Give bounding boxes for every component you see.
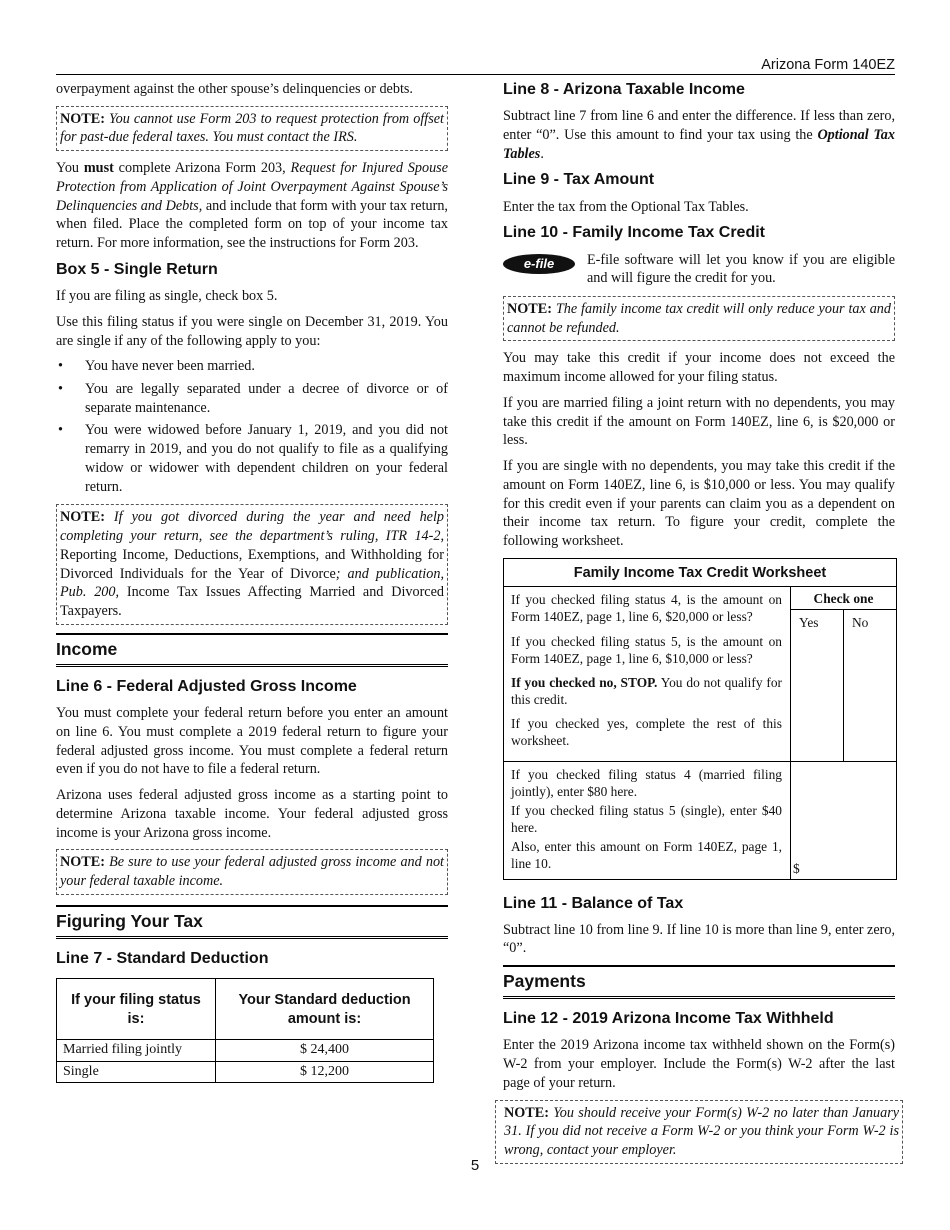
worksheet-b1: If you checked filing status 4 (married filing jointly), enter $80 here. — [511, 766, 782, 799]
line6-heading: Line 6 - Federal Adjusted Gross Income — [56, 677, 357, 695]
yes-no-cells — [791, 610, 896, 760]
note-label: NOTE: — [60, 854, 105, 871]
note-w2 — [495, 1100, 903, 1164]
section-payments: Payments — [503, 965, 895, 999]
check-one-column — [791, 587, 896, 760]
family-credit-worksheet — [503, 558, 897, 880]
intro-text: overpayment against the other spouse’s delinquencies or debts. — [56, 81, 413, 97]
note-italic: ; and publication, Pub. 200, — [60, 565, 444, 601]
text: Subtract line 7 from line 6 and enter the difference. If less than zero, enter “0”. Use this amount to find your tax using the — [503, 108, 895, 143]
line8-text — [503, 107, 895, 163]
worksheet-q2: If you checked filing status 5, is the amount on Form 140EZ, page 1, line 6, $10,000 or less? — [511, 633, 782, 666]
worksheet-question-cell — [504, 587, 791, 760]
table-row — [57, 1061, 434, 1082]
note-text: You cannot use Form 203 to request protection from offset for past-due federal taxes. You must contact the IRS. — [60, 110, 445, 146]
line11-heading: Line 11 - Balance of Tax — [503, 894, 684, 912]
stop-text: You do not qualify for this credit. — [511, 674, 782, 708]
text: and include that form with your tax return, when filed. Place the completed form on top of your income tax return. For more information, see the instructions for Form 203. — [56, 197, 448, 252]
note-label: NOTE: — [60, 509, 105, 526]
note-text: You should receive your Form(s) W-2 no later than January 31. If you did not receive a Form W-2 or you think your Form W-2 is wrong, contact your employer. — [504, 1104, 900, 1159]
list-item: • You are legally separated under a decree of divorce or of separate maintenance. — [56, 380, 448, 417]
worksheet-amount-row — [504, 761, 896, 879]
text: . — [540, 145, 544, 162]
section-income: Income — [56, 633, 448, 667]
note-italic: If you got divorced during the year and need help completing your return, see the department’s ruling, ITR 14-2, — [60, 509, 444, 545]
col-deduction-amount: Your Standard deduction amount is: — [216, 978, 434, 1039]
line9-heading: Line 9 - Tax Amount — [503, 171, 655, 189]
line10-p2: If you are married filing a joint return with no dependents, you may take this credit if the amount on Form 140EZ, line 6, is $20,000 or less. — [503, 394, 895, 449]
note-divorce — [56, 504, 448, 624]
col-filing-status: If your filing status is: — [57, 978, 216, 1039]
note-label: NOTE: — [60, 110, 105, 127]
no-checkbox[interactable]: No — [852, 615, 869, 631]
note-text: Income Tax Issues Affecting Married and Divorced Taxpayers. — [60, 584, 444, 620]
section-figuring-tax: Figuring Your Tax — [56, 905, 448, 939]
standard-deduction-table — [56, 978, 434, 1083]
line6-p2: Arizona uses federal adjusted gross income as a starting point to determine Arizona taxable income. Your federal adjusted gross income is your Arizona gross income. — [56, 787, 448, 841]
worksheet-title: Family Income Tax Credit Worksheet — [504, 559, 896, 588]
worksheet-b3: Also, enter this amount on Form 140EZ, page 1, line 10. — [511, 839, 782, 872]
box5-heading: Box 5 - Single Return — [56, 260, 218, 278]
worksheet-stop — [511, 674, 782, 708]
line7-heading: Line 7 - Standard Deduction — [56, 949, 269, 967]
list-item: • You have never been married. — [56, 357, 448, 376]
amount-cell: $ 12,200 — [216, 1061, 434, 1082]
form-title-header: Arizona Form 140EZ — [761, 57, 895, 73]
note-text: The family income tax credit will only reduce your tax and cannot be refunded. — [507, 300, 891, 336]
table-row — [57, 1040, 434, 1061]
worksheet-q1: If you checked filing status 4, is the amount on Form 140EZ, page 1, line 6, $20,000 or less? — [511, 592, 782, 625]
check-one-header: Check one — [791, 587, 896, 610]
line10-p3: If you are single with no dependents, you may take this credit if the amount on Form 140EZ, line 6, is $10,000 or less. You may qualify for this credit even if your parents can claim you as a dependent on their income tax return. To figure your credit, complete the following worksheet. — [503, 458, 895, 550]
right-column — [503, 80, 900, 1172]
line8-heading: Line 8 - Arizona Taxable Income — [503, 81, 745, 98]
line6-p1: You must complete your federal return before you enter an amount on line 6. You must complete a 2019 federal return to figure your federal adjusted gross income. You must complete a federal return even if you do not have to file a federal return. — [56, 705, 448, 778]
filing-status-cell: Single — [57, 1061, 216, 1082]
credit-amount-field[interactable] — [791, 762, 896, 879]
worksheet-amount-text — [504, 762, 791, 879]
filing-status-cell: Married filing jointly — [57, 1040, 216, 1061]
worksheet-b2: If you checked filing status 5 (single), enter $40 here. — [511, 802, 782, 836]
optional-tax-tables-ref: Optional Tax Tables — [503, 126, 895, 162]
single-conditions-list — [56, 357, 448, 496]
form-203-paragraph — [56, 159, 448, 253]
worksheet-q4: If you checked yes, complete the rest of this worksheet. — [511, 716, 782, 749]
stop-bold: If you checked no, STOP. — [511, 674, 658, 690]
text: You — [56, 160, 84, 177]
note-text: Be sure to use your federal adjusted gross income and not your federal taxable income. — [60, 854, 444, 889]
note-agi — [56, 849, 448, 894]
efile-text: E-file software will let you know if you are eligible and will figure the credit for you. — [587, 251, 895, 287]
emphasis: must — [83, 160, 114, 177]
line11-text: Subtract line 10 from line 9. If line 10 is more than line 9, enter zero, “0”. — [503, 921, 895, 957]
efile-callout — [503, 251, 895, 288]
worksheet-questions — [504, 587, 896, 760]
efile-logo: e-file — [503, 254, 575, 274]
text: complete Arizona Form 203, — [113, 160, 291, 177]
left-column — [56, 80, 448, 1083]
box5-p2: Use this filing status if you were single on December 31, 2019. You are single if any of the following apply to you: — [56, 313, 448, 349]
amount-cell: $ 24,400 — [216, 1040, 434, 1061]
yes-checkbox[interactable]: Yes — [791, 610, 844, 760]
note-form-203 — [56, 106, 448, 151]
page-number: 5 — [470, 1157, 480, 1174]
note-family-credit — [503, 296, 895, 341]
header-rule — [56, 74, 895, 75]
line10-p1: You may take this credit if your income does not exceed the maximum income allowed for your filing status. — [503, 350, 895, 386]
form-title-italic: Request for Injured Spouse Protection from Application of Joint Overpayment Against Spouse’s Delinquencies and Debts, — [56, 160, 448, 214]
note-label: NOTE: — [507, 300, 552, 317]
line12-text: Enter the 2019 Arizona income tax withheld shown on the Form(s) W-2 from your employer. Include the Form(s) W-2 after the last page of your return. — [503, 1037, 895, 1091]
line12-heading: Line 12 - 2019 Arizona Income Tax Withheld — [503, 1010, 834, 1028]
box5-p1: If you are filing as single, check box 5. — [56, 288, 278, 305]
note-text: Reporting Income, Deductions, Exemptions, and Withholding for Divorced Individuals for the Year of Divorce — [60, 546, 444, 582]
list-item: • You were widowed before January 1, 2019, and you did not remarry in 2019, and you do not qualify to file as a qualifying widow or widower with dependent children on your federal return. — [56, 421, 448, 496]
line9-text: Enter the tax from the Optional Tax Tables. — [503, 198, 749, 215]
line10-heading: Line 10 - Family Income Tax Credit — [503, 224, 765, 242]
dollar-sign: $ — [793, 861, 800, 877]
note-label: NOTE: — [504, 1104, 549, 1121]
